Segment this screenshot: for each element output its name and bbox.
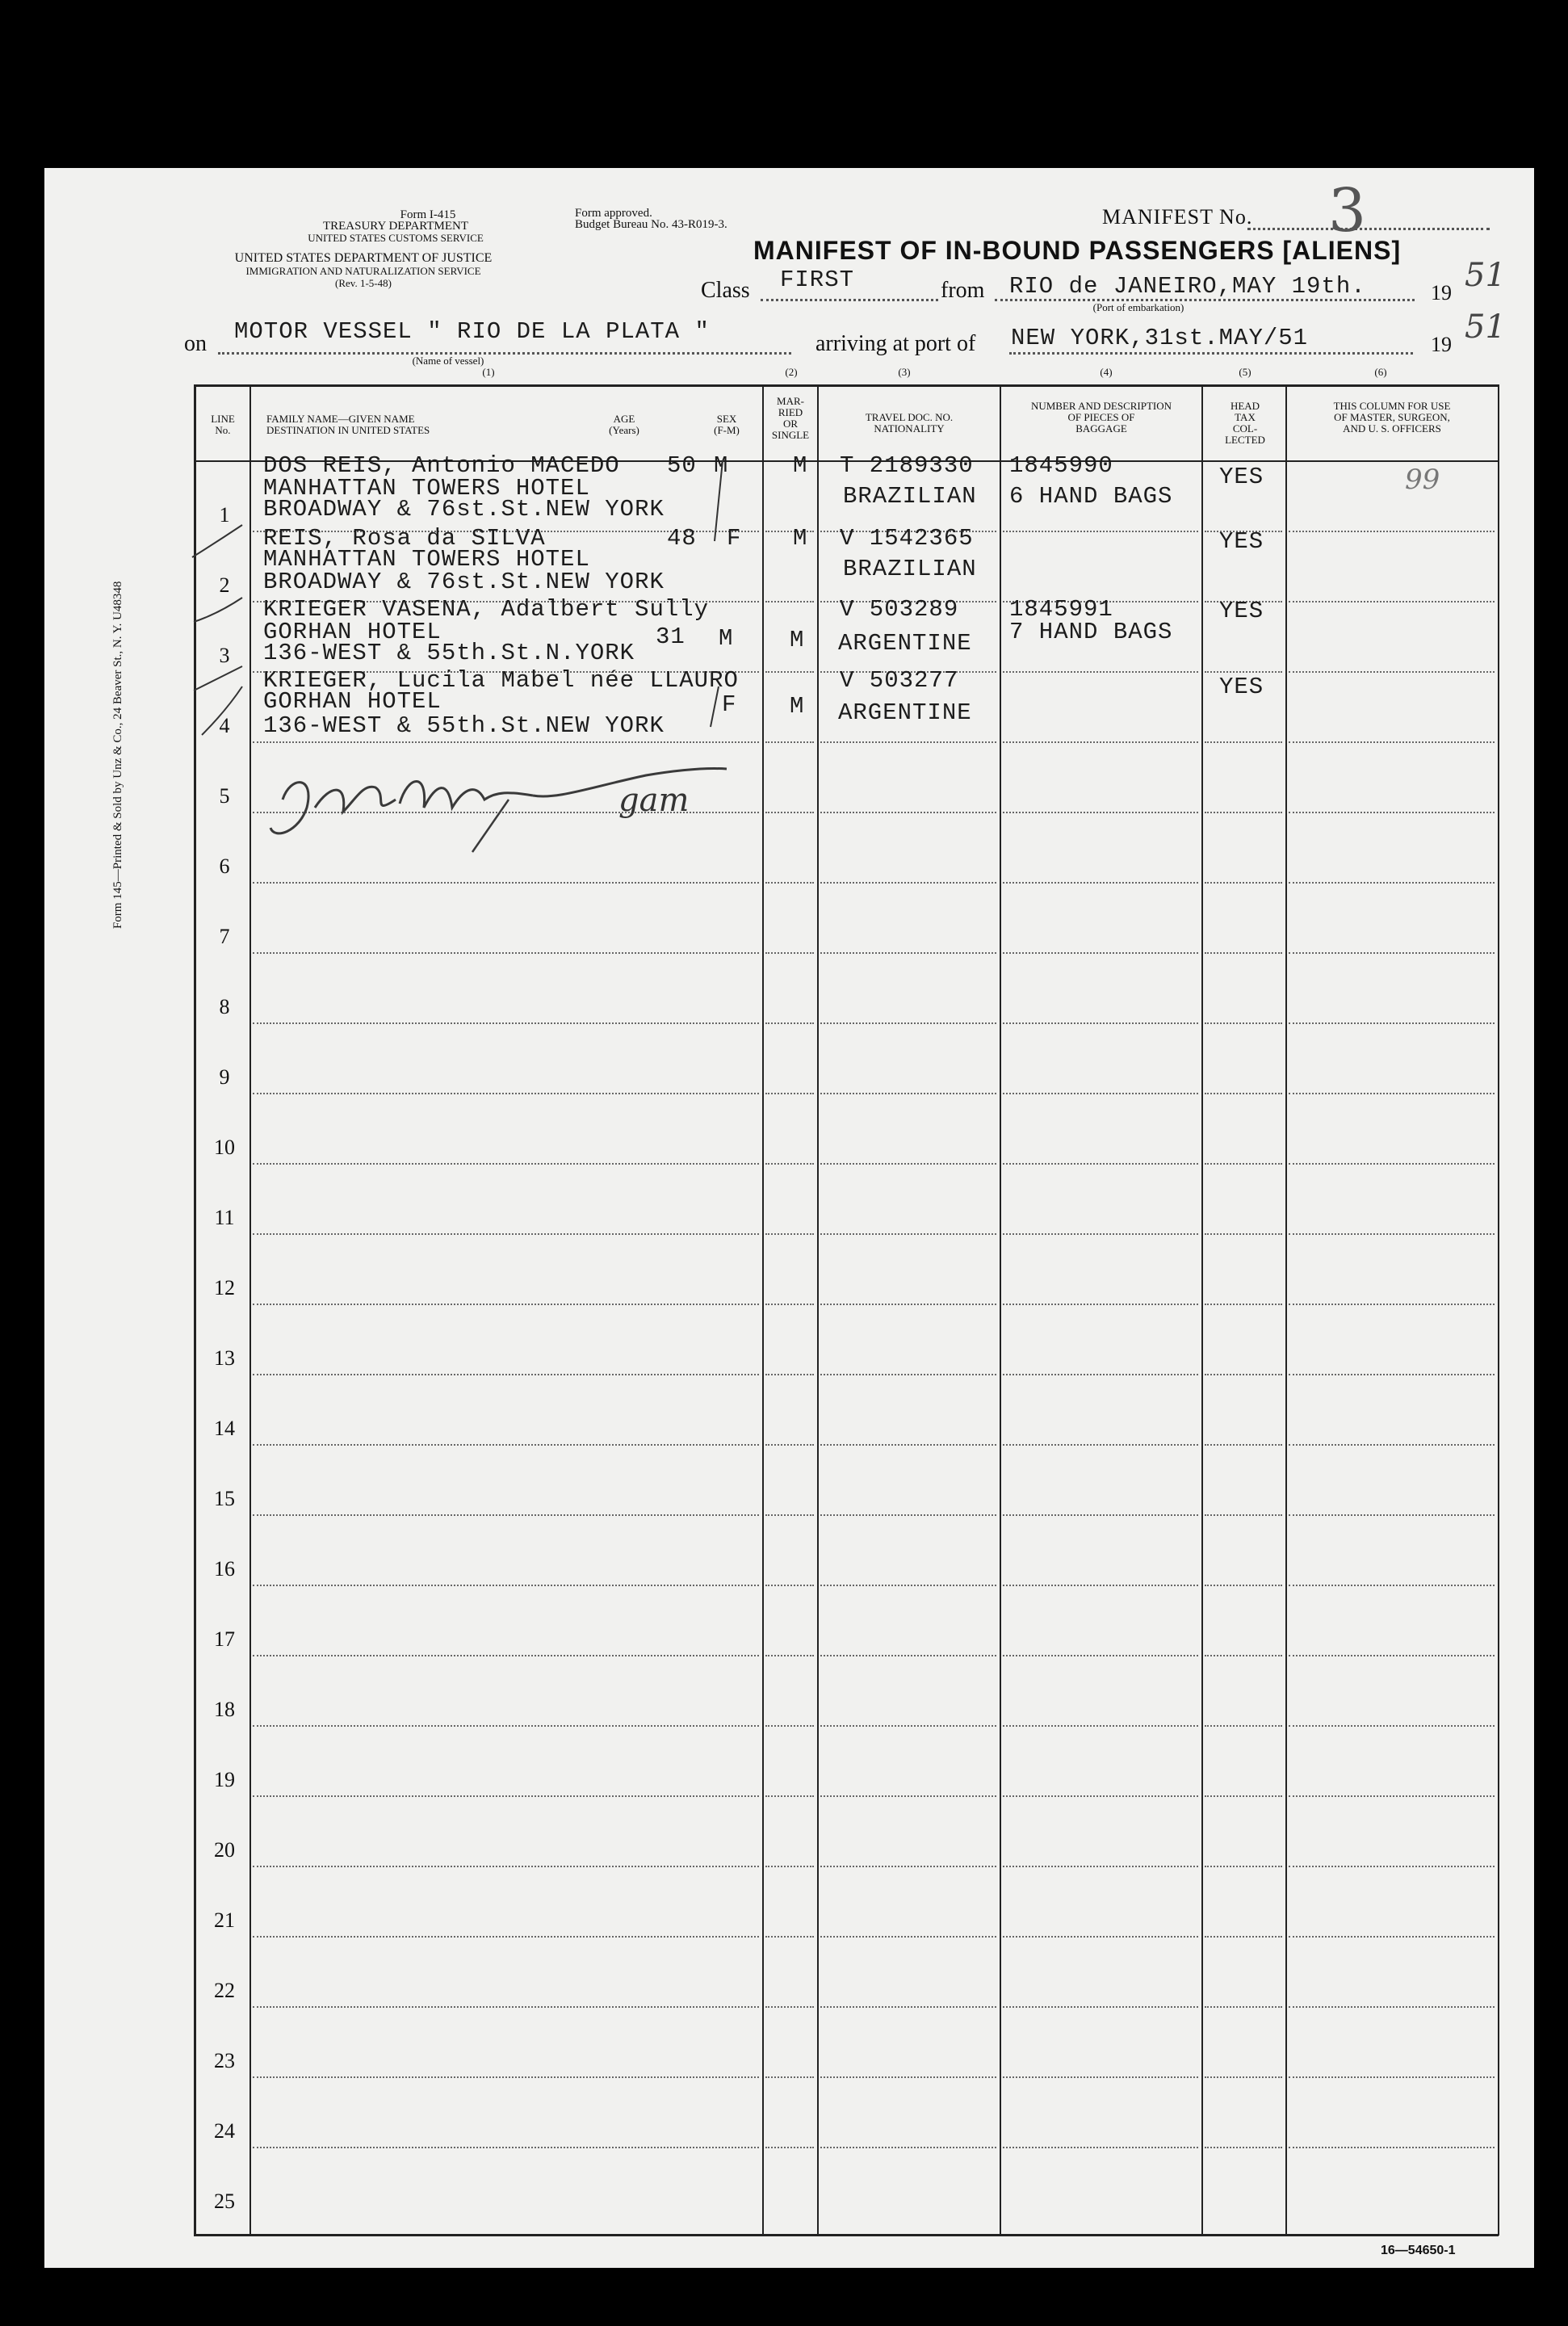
side-print: Form 145—Printed & Sold by Unz & Co., 24 Beaver St., N. Y. U48348 [111,581,124,929]
row-divider [253,1233,759,1235]
passenger-address: MANHATTAN TOWERS HOTEL [263,475,590,502]
line-number: 8 [219,995,230,1018]
row-divider [253,1304,759,1305]
signature-initials: gam [618,782,690,819]
row-divider [1003,1866,1198,1867]
row-divider [1205,1866,1282,1867]
line-number: 3 [219,644,230,667]
manifest-no-label: MANIFEST No. [1102,205,1253,229]
handwritten-marks [186,452,751,759]
line-number: 18 [214,1698,235,1721]
row-divider [253,1444,759,1446]
row-divider [253,1374,759,1375]
row-divider [1003,1795,1198,1797]
arrival-value: NEW YORK,31st.MAY/51 [1011,325,1309,351]
header-head-tax: HEAD TAX COL- LECTED [1225,400,1265,446]
line-number: 7 [219,925,230,948]
row-divider [1289,1022,1495,1024]
column-number: (5) [1239,366,1251,378]
line-number: 15 [214,1487,235,1510]
dept-justice: UNITED STATES DEPARTMENT OF JUSTICE [234,251,493,265]
passenger-sex: M [714,452,729,479]
row-divider [820,952,996,954]
row-divider [1003,1022,1198,1024]
row-divider [1289,1655,1495,1656]
passenger-age: 48 [667,525,697,552]
row-divider [765,601,814,602]
line-number: 16 [214,1557,235,1581]
passenger-address: BROADWAY & 76st.St.NEW YORK [263,569,665,595]
column-number: (2) [785,366,798,378]
passenger-address: 136-WEST & 55th.St.NEW YORK [263,712,665,739]
row-divider [1205,1444,1282,1446]
row-divider [765,1374,814,1375]
row-divider [1289,812,1495,813]
line-number: 10 [214,1136,235,1159]
row-divider [820,2076,996,2078]
line-number: 24 [214,2119,235,2143]
row-divider [820,1163,996,1165]
row-divider [820,1093,996,1094]
row-divider [1003,1514,1198,1516]
row-divider [820,1655,996,1656]
passenger-address: GORHAN HOTEL [263,619,442,645]
passenger-age: 50 [667,452,697,479]
row-divider [1289,1725,1495,1727]
row-divider [1205,1514,1282,1516]
row-divider [1289,531,1495,532]
passenger-age: 31 [656,623,685,650]
row-divider [253,952,759,954]
column-number: (3) [898,366,911,378]
row-divider [1003,1163,1198,1165]
embarkation-caption: (Port of embarkation) [1092,301,1184,313]
row-divider [820,1022,996,1024]
row-divider [1289,1233,1495,1235]
vessel-value: MOTOR VESSEL " RIO DE LA PLATA " [234,318,710,345]
row-divider [765,1585,814,1586]
passenger-married: M [793,525,808,552]
row-divider [1003,1655,1198,1656]
budget-bureau: Budget Bureau No. 43-R019-3. [575,218,727,231]
header-travel-doc: TRAVEL DOC. NO. NATIONALITY [865,411,954,435]
row-divider [1003,1936,1198,1938]
line-number: 21 [214,1908,235,1932]
row-divider [765,1514,814,1516]
year-prefix-1: 19 [1431,281,1452,304]
row-divider [1003,1444,1198,1446]
header-line-no: LINE No. [211,413,235,436]
row-divider [765,1022,814,1024]
passenger-head-tax: YES [1219,598,1264,624]
year-value-1: 51 [1465,257,1506,294]
row-divider [253,2076,759,2078]
row-divider [1289,1585,1495,1586]
passenger-name: KRIEGER, Lucila Mabel née LLAURO [263,667,739,694]
row-divider [1289,1514,1495,1516]
column-number: (4) [1100,366,1113,378]
row-divider [253,882,759,884]
row-divider [1003,2006,1198,2008]
row-divider [1205,2006,1282,2008]
row-divider [1289,2006,1495,2008]
form-revision: (Rev. 1-5-48) [335,277,392,289]
row-divider [820,1866,996,1867]
passenger-doc: V 503289 [840,596,959,623]
line-number: 25 [214,2190,235,2213]
row-divider [1205,1655,1282,1656]
row-divider [1289,2076,1495,2078]
row-divider [765,2006,814,2008]
row-divider [1205,812,1282,813]
row-divider [1003,882,1198,884]
manifest-title: MANIFEST OF IN-BOUND PASSENGERS [ALIENS] [753,236,1402,265]
line-number: 14 [214,1417,235,1440]
row-divider [820,812,996,813]
row-divider [253,1514,759,1516]
row-divider [765,2076,814,2078]
year-prefix-2: 19 [1431,333,1452,356]
line-number: 1 [219,503,230,527]
column-number: (1) [482,366,495,378]
row-divider [1003,741,1198,743]
row-divider [253,1936,759,1938]
row-divider [1289,1936,1495,1938]
line-number: 4 [219,714,230,737]
row-divider [1205,671,1282,673]
from-label: from [941,278,985,303]
passenger-sex: F [722,691,737,718]
passenger-address: BROADWAY & 76st.St.NEW YORK [263,496,665,523]
row-divider [253,1725,759,1727]
row-divider [820,2147,996,2148]
line-number: 23 [214,2049,235,2072]
line-number: 22 [214,1979,235,2002]
header-officers: THIS COLUMN FOR USE OF MASTER, SURGEON, AND U. S. OFFICERS [1333,400,1451,435]
passenger-married: M [790,627,805,653]
passenger-name: REIS, Rosa da SILVA [263,525,546,552]
row-divider [765,1795,814,1797]
row-divider [1003,2076,1198,2078]
column-number: (6) [1374,366,1387,378]
row-divider [1205,1725,1282,1727]
passenger-nationality: BRAZILIAN [843,483,977,510]
row-divider [253,1022,759,1024]
officer-note: 99 [1405,464,1440,496]
row-divider [1205,2076,1282,2078]
row-divider [765,1163,814,1165]
row-divider [1289,1795,1495,1797]
passenger-baggage-desc: 6 HAND BAGS [1009,483,1173,510]
class-value: FIRST [780,267,855,293]
line-number: 5 [219,784,230,808]
line-number: 17 [214,1627,235,1651]
row-divider [253,1585,759,1586]
row-divider [765,812,814,813]
row-divider [253,2147,759,2148]
year-value-2: 51 [1465,309,1506,346]
row-divider [1003,671,1198,673]
header-age: AGE (Years) [609,413,639,436]
row-divider [1003,531,1198,532]
row-divider [765,1866,814,1867]
header-name: FAMILY NAME—GIVEN NAME DESTINATION IN UNITED STATES [266,413,430,436]
row-divider [765,671,814,673]
row-divider [820,1585,996,1586]
row-divider [253,1655,759,1656]
row-divider [1205,1936,1282,1938]
row-divider [1205,1163,1282,1165]
row-divider [820,1514,996,1516]
row-divider [1205,952,1282,954]
row-divider [1003,812,1198,813]
row-divider [1289,1304,1495,1305]
row-divider [253,2006,759,2008]
row-divider [1289,1866,1495,1867]
row-divider [765,1444,814,1446]
row-divider [1289,952,1495,954]
row-divider [820,1374,996,1375]
row-divider [765,1233,814,1235]
passenger-name: DOS REIS, Antonio MACEDO [263,452,620,479]
row-divider [1289,1374,1495,1375]
row-divider [765,952,814,954]
passenger-head-tax: YES [1219,464,1264,490]
row-divider [1289,671,1495,673]
passenger-baggage: 1845990 [1009,452,1113,479]
passenger-address: MANHATTAN TOWERS HOTEL [263,546,590,573]
row-divider [765,882,814,884]
row-divider [765,1725,814,1727]
passenger-address: 136-WEST & 55th.St.N.YORK [263,640,635,666]
row-divider [1205,1374,1282,1375]
header-sex: SEX (F-M) [714,413,740,436]
line-number: 20 [214,1838,235,1862]
passenger-nationality: BRAZILIAN [843,556,977,582]
row-divider [1289,601,1495,602]
row-divider [820,882,996,884]
dept-immigration: IMMIGRATION AND NATURALIZATION SERVICE [245,265,481,277]
header-baggage: NUMBER AND DESCRIPTION OF PIECES OF BAGGAGE [1030,400,1172,435]
passenger-sex: F [727,525,742,552]
row-divider [1205,2147,1282,2148]
manifest-no-value: 3 [1328,176,1367,246]
dept-treasury: TREASURY DEPARTMENT [322,220,469,233]
embarkation-value: RIO de JANEIRO,MAY 19th. [1009,273,1366,300]
row-divider [1289,882,1495,884]
row-divider [1003,1304,1198,1305]
row-divider [820,2006,996,2008]
row-divider [765,1093,814,1094]
line-number: 6 [219,854,230,878]
row-divider [820,1444,996,1446]
row-divider [820,1233,996,1235]
line-number: 2 [219,573,230,597]
row-divider [1003,952,1198,954]
passenger-nationality: ARGENTINE [838,699,972,726]
row-divider [253,1093,759,1094]
row-divider [820,1725,996,1727]
passenger-name: KRIEGER VASENA, Adalbert Sully [263,596,710,623]
row-divider [1289,1163,1495,1165]
row-divider [1205,741,1282,743]
footer-code: 16—54650-1 [1381,2244,1456,2257]
row-divider [253,1866,759,1867]
dept-customs: UNITED STATES CUSTOMS SERVICE [308,232,484,244]
passenger-address: GORHAN HOTEL [263,688,442,715]
passenger-baggage-desc: 7 HAND BAGS [1009,619,1173,645]
passenger-baggage: 1845991 [1009,596,1113,623]
passenger-nationality: ARGENTINE [838,630,972,657]
row-divider [765,1655,814,1656]
row-divider [1003,1585,1198,1586]
row-divider [1003,1093,1198,1094]
row-divider [820,1936,996,1938]
row-divider [1289,1093,1495,1094]
row-divider [1205,1233,1282,1235]
row-divider [1289,1444,1495,1446]
passenger-sex: M [719,625,734,652]
row-divider [765,741,814,743]
row-divider [1205,1093,1282,1094]
passenger-head-tax: YES [1219,528,1264,555]
line-number: 9 [219,1065,230,1089]
row-divider [1205,1304,1282,1305]
form-approved: Form approved. [575,207,652,220]
row-divider [1205,1022,1282,1024]
row-divider [1205,882,1282,884]
arriving-label: arriving at port of [815,331,976,356]
passenger-doc: V 1542365 [840,525,974,552]
row-divider [1205,1585,1282,1586]
row-divider [1289,741,1495,743]
class-label: Class [701,278,750,303]
row-divider [1003,1233,1198,1235]
passenger-head-tax: YES [1219,674,1264,700]
row-divider [820,741,996,743]
line-number: 12 [214,1276,235,1299]
line-number: 11 [214,1206,235,1229]
line-number: 13 [214,1346,235,1370]
line-number: 19 [214,1768,235,1791]
row-divider [1003,2147,1198,2148]
on-label: on [184,331,207,356]
vessel-caption: (Name of vessel) [412,355,484,367]
row-divider [1003,1725,1198,1727]
row-divider [820,1795,996,1797]
row-divider [253,1795,759,1797]
row-divider [820,1304,996,1305]
passenger-married: M [793,452,808,479]
row-divider [1003,1374,1198,1375]
row-divider [1289,2147,1495,2148]
row-divider [765,1304,814,1305]
passenger-doc: V 503277 [840,667,959,694]
passenger-doc: T 2189330 [840,452,974,479]
row-divider [765,1936,814,1938]
header-married: MAR- RIED OR SINGLE [771,395,810,441]
row-divider [765,2147,814,2148]
row-divider [253,1163,759,1165]
passenger-married: M [790,693,805,720]
form-number: Form I-415 [400,208,456,221]
row-divider [1205,1795,1282,1797]
